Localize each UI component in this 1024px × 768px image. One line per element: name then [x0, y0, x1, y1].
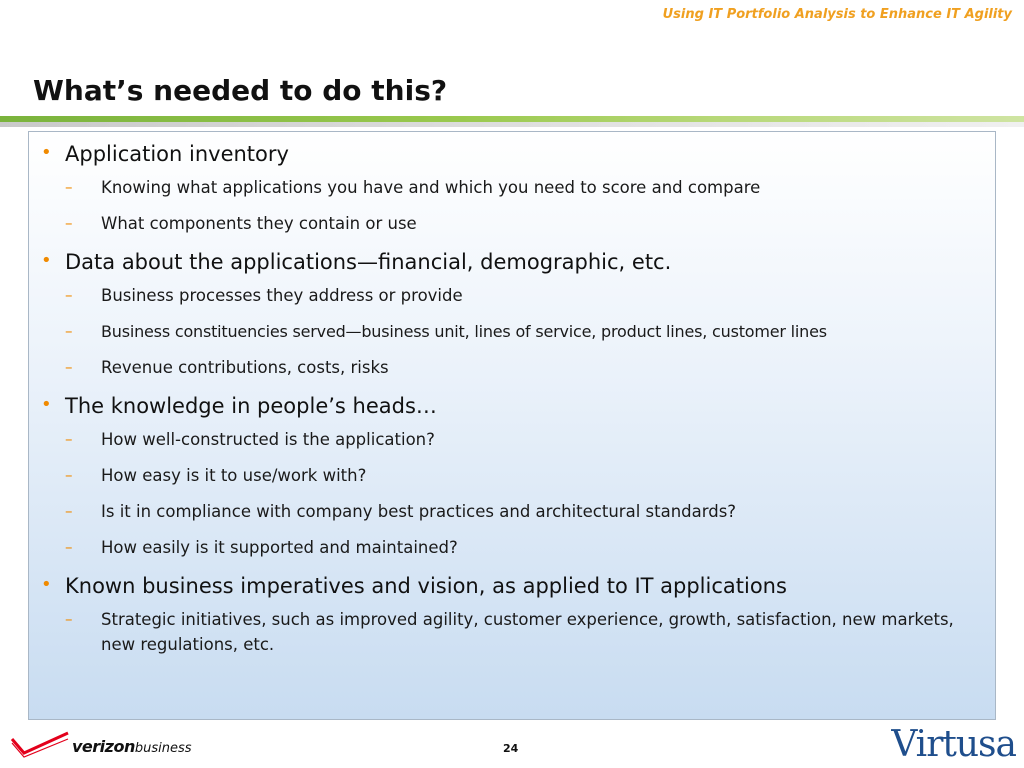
sub-item — [39, 175, 985, 200]
bullet-text: Data about the applications—financial, demographic, etc. — [65, 250, 672, 274]
bullet-group — [39, 394, 985, 560]
page-number: 24 — [503, 742, 519, 755]
sub-list — [39, 607, 985, 657]
sub-item — [39, 499, 985, 524]
sub-text: How easily is it supported and maintained? — [101, 538, 458, 557]
bullet-item — [39, 142, 985, 166]
presentation-tagline: Using IT Portfolio Analysis to Enhance IT Agility — [662, 7, 1012, 22]
sub-text: Is it in compliance with company best practices and architectural standards? — [101, 502, 737, 521]
verizon-unit-text: business — [134, 741, 192, 756]
sub-list — [39, 283, 985, 380]
sub-item — [39, 319, 985, 344]
sub-item — [39, 283, 985, 308]
bullet-dot-icon: • — [41, 142, 52, 163]
sub-list — [39, 427, 985, 560]
sub-dash-icon: – — [65, 430, 73, 448]
sub-dash-icon: – — [65, 358, 73, 376]
bullet-text: Application inventory — [65, 142, 289, 166]
sub-item — [39, 607, 985, 657]
sub-item — [39, 211, 985, 236]
sub-dash-icon: – — [65, 322, 73, 340]
content-panel — [28, 131, 996, 720]
sub-dash-icon: – — [65, 214, 73, 232]
sub-dash-icon: – — [65, 502, 73, 520]
bullet-text: The knowledge in people’s heads… — [65, 394, 437, 418]
bullet-group — [39, 142, 985, 236]
sub-dash-icon: – — [65, 286, 73, 304]
sub-text: Business constituencies served—business unit, lines of service, product lines, customer lines — [101, 322, 827, 341]
sub-item — [39, 355, 985, 380]
sub-text: How well-constructed is the application? — [101, 430, 435, 449]
sub-item — [39, 535, 985, 560]
sub-text: How easy is it to use/work with? — [101, 466, 367, 485]
sub-item — [39, 463, 985, 488]
verizon-wordmark — [72, 737, 192, 756]
bullet-group — [39, 574, 985, 657]
bullet-item — [39, 574, 985, 598]
sub-text: Strategic initiatives, such as improved agility, customer experience, growth, satisfaction, new markets, new regulations, etc. — [101, 610, 954, 654]
bullet-item — [39, 394, 985, 418]
sub-text: Business processes they address or provide — [101, 286, 463, 305]
slide-title: What’s needed to do this? — [33, 74, 448, 107]
bullet-item — [39, 250, 985, 274]
bullet-text: Known business imperatives and vision, as applied to IT applications — [65, 574, 787, 598]
bullet-group — [39, 250, 985, 380]
sub-dash-icon: – — [65, 178, 73, 196]
virtusa-logo — [891, 722, 1016, 766]
sub-text: Knowing what applications you have and which you need to score and compare — [101, 178, 761, 197]
title-divider-grey — [0, 122, 1024, 127]
sub-list — [39, 175, 985, 236]
sub-item — [39, 427, 985, 452]
verizon-brand-text: verizon — [72, 737, 135, 756]
virtusa-wordmark: Virtusa — [891, 724, 1016, 765]
sub-dash-icon: – — [65, 466, 73, 484]
bullet-dot-icon: • — [41, 394, 52, 415]
sub-text: What components they contain or use — [101, 214, 417, 233]
verizon-business-logo — [10, 731, 210, 761]
verizon-check-swoosh-icon — [10, 731, 70, 761]
sub-text: Revenue contributions, costs, risks — [101, 358, 389, 377]
sub-dash-icon: – — [65, 610, 73, 628]
bullet-dot-icon: • — [41, 250, 52, 271]
sub-dash-icon: – — [65, 538, 73, 556]
bullet-dot-icon: • — [41, 574, 52, 595]
